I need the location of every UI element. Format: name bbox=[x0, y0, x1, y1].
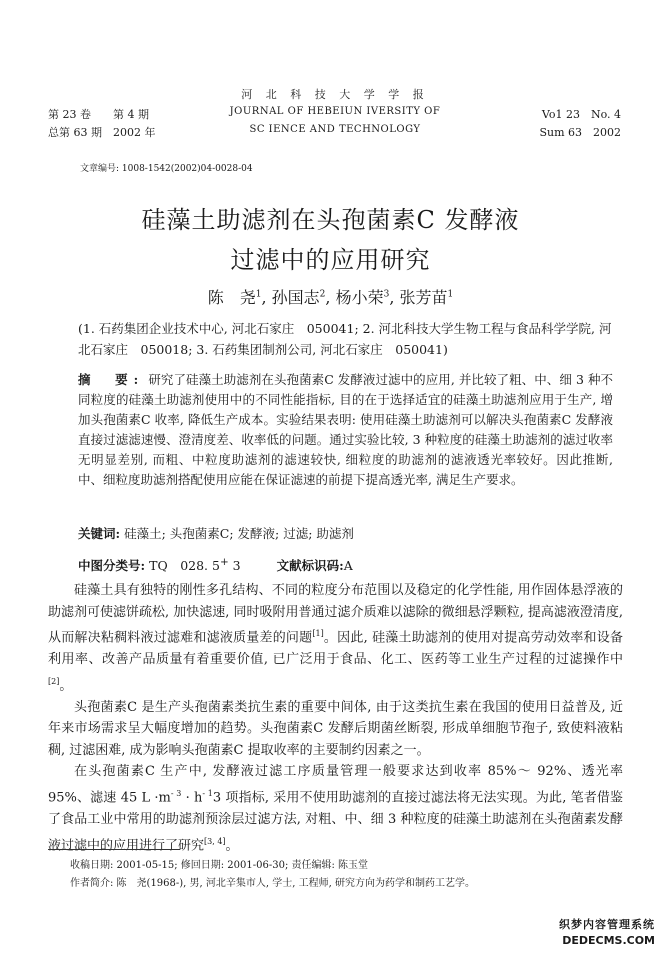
author-name: 张芳苗 bbox=[399, 288, 448, 307]
doc-code-value: A bbox=[343, 558, 353, 574]
classification bbox=[78, 556, 613, 574]
body-text-segment: 3 项指标, 采用不使用助滤剂的直接过滤法将无法实现。为此, 笔者借鉴了食品工业中常用的助滤剂预涂层过滤方法, 对粗、中、细 3 种粒度的硅藻土助滤剂在头孢菌素发酵液过滤中的应用进行了研究 bbox=[48, 790, 623, 853]
footnote-divider bbox=[48, 849, 180, 850]
body-text-segment: · h bbox=[181, 790, 203, 806]
citation-ref: [1] bbox=[312, 629, 324, 639]
journal-name-en-line1: JOURNAL OF HEBEIUN IVERSITY OF bbox=[229, 106, 441, 117]
journal-name-en-line2: SC IENCE AND TECHNOLOGY bbox=[249, 124, 421, 135]
clc-label: 中图分类号: bbox=[78, 558, 146, 574]
paper-title-line1: 硅藻土助滤剂在头孢菌素C 发酵液 bbox=[141, 206, 520, 234]
unit-exponent: - 1 bbox=[202, 789, 213, 798]
watermark-cn: 织梦内容管理系统 bbox=[559, 918, 655, 931]
article-number: 文章编号: 1008-1542(2002)04-0028-04 bbox=[80, 164, 253, 174]
citation-ref: [2] bbox=[48, 676, 60, 686]
abstract bbox=[78, 370, 613, 490]
clc-value-sup: + bbox=[219, 556, 229, 568]
affiliations: (1. 石药集团企业技术中心, 河北石家庄 050041; 2. 河北科技大学生物工程与食品科学学院, 河北石家庄 050018; 3. 石药集团制剂公司, 河北石家庄 050041) bbox=[78, 321, 612, 357]
author-affiliation-mark: 2 bbox=[319, 289, 326, 300]
body-text-segment: 在头孢菌素C 生产中, 发酵液过滤工序质量管理一般要求达到收率 85%～ 92%、透光率 95%、滤速 45 L ·m bbox=[48, 764, 623, 806]
author-affiliation-mark: 1 bbox=[255, 289, 262, 300]
footnote-received: 收稿日期: 2001-05-15; 修回日期: 2001-06-30; 责任编辑: 陈玉堂 bbox=[70, 860, 369, 871]
volume-issue-en: Vo1 23 No. 4 bbox=[541, 108, 621, 121]
abstract-text: 研究了硅藻土助滤剂在头孢菌素C 发酵液过滤中的应用, 并比较了粗、中、细 3 种不同粒度的硅藻土助滤剂使用中的不同性能指标, 目的在于选择适宜的硅藻土助滤剂应用于生产, 增加头孢菌素C 收率, 降低生产成本。实验结果表明: 使用硅藻土助滤剂可以解决头孢菌素C 发酵液直接过滤滤速慢、澄清度差、收率低的问题。通过实验比较, 3 种粒度的硅藻土助滤剂的滤过收率无明显差别, 而粗、中粒度助滤剂的滤速较快, 细粒度的助滤剂的滤液透光率较好。因此推断, 中、细粒度助滤剂搭配使用应能在保证滤速的前提下提高透光率, 满足生产要求。 bbox=[78, 372, 614, 487]
author-separator: , bbox=[325, 288, 336, 307]
author-separator: , bbox=[261, 288, 272, 307]
footnote-author-bio: 作者简介: 陈 尧(1968-), 男, 河北辛集市人, 学士, 工程师, 研究方向为药学和制药工艺学。 bbox=[70, 878, 475, 889]
author-name: 杨小荣 bbox=[335, 288, 384, 307]
body-text-segment: 。 bbox=[225, 837, 239, 853]
clc-value-tail: 3 bbox=[232, 558, 241, 574]
volume-issue-cn: 第 23 卷 第 4 期 bbox=[48, 108, 149, 121]
body-paragraph: 头孢菌素C 是生产头孢菌素类抗生素的重要中间体, 由于这类抗生素在我国的使用日益普及, 近年来市场需求呈大幅度增加的趋势。头孢菌素C 发酵后期菌丝断裂, 形成单细胞节孢子, 致使料液粘稠, 过滤困难, 成为影响头孢菌素C 提取收率的主要制约因素之一。 bbox=[48, 699, 623, 758]
body-paragraph bbox=[48, 580, 623, 697]
author-name: 孙国志 bbox=[271, 288, 320, 307]
author-separator: , bbox=[389, 288, 400, 307]
body-text-segment: 。因此, 硅藻土助滤剂的使用对提高劳动效率和设备利用率、改善产品质量有着重要价值, 已广泛用于食品、化工、医药等工业生产过程的过滤操作中 bbox=[48, 630, 623, 668]
keywords-text: 硅藻土; 头孢菌素C; 发酵液; 过滤; 助滤剂 bbox=[124, 526, 354, 541]
body-text-segment: 。 bbox=[59, 678, 73, 694]
paper-title-line2: 过滤中的应用研究 bbox=[230, 246, 431, 274]
body-text-segment: 硅藻土具有独特的刚性多孔结构、不同的粒度分布范围以及稳定的化学性能, 用作固体悬浮液的助滤剂可使滤饼疏松, 加快滤速, 同时吸附用普通过滤介质难以滤除的微细悬浮颗粒, 提高滤液澄清度, 从而解决粘稠料液过滤难和滤液质量差的问题 bbox=[48, 583, 623, 646]
keywords bbox=[78, 524, 613, 542]
author-affiliation-mark: 3 bbox=[383, 289, 390, 300]
clc-value: TQ 028. 5 bbox=[149, 558, 220, 574]
total-issue-year-cn: 总第 63 期 2002 年 bbox=[48, 126, 156, 139]
watermark bbox=[543, 916, 655, 947]
sum-year-en: Sum 63 2002 bbox=[539, 126, 621, 139]
doc-code-label: 文献标识码: bbox=[276, 558, 344, 574]
body-paragraph bbox=[48, 761, 623, 856]
keywords-label: 关键词: bbox=[78, 526, 121, 541]
author-affiliation-mark: 1 bbox=[447, 289, 454, 300]
abstract-label: 摘 要: bbox=[78, 372, 145, 387]
unit-exponent: - 3 bbox=[170, 789, 182, 798]
body-text bbox=[48, 580, 623, 856]
watermark-en: DEDECMS.COM bbox=[562, 934, 655, 947]
journal-name-cn: 河 北 科 技 大 学 学 报 bbox=[241, 88, 429, 101]
author-name: 陈 尧 bbox=[207, 288, 256, 307]
author-list bbox=[0, 285, 661, 308]
citation-ref: [3, 4] bbox=[204, 836, 226, 846]
